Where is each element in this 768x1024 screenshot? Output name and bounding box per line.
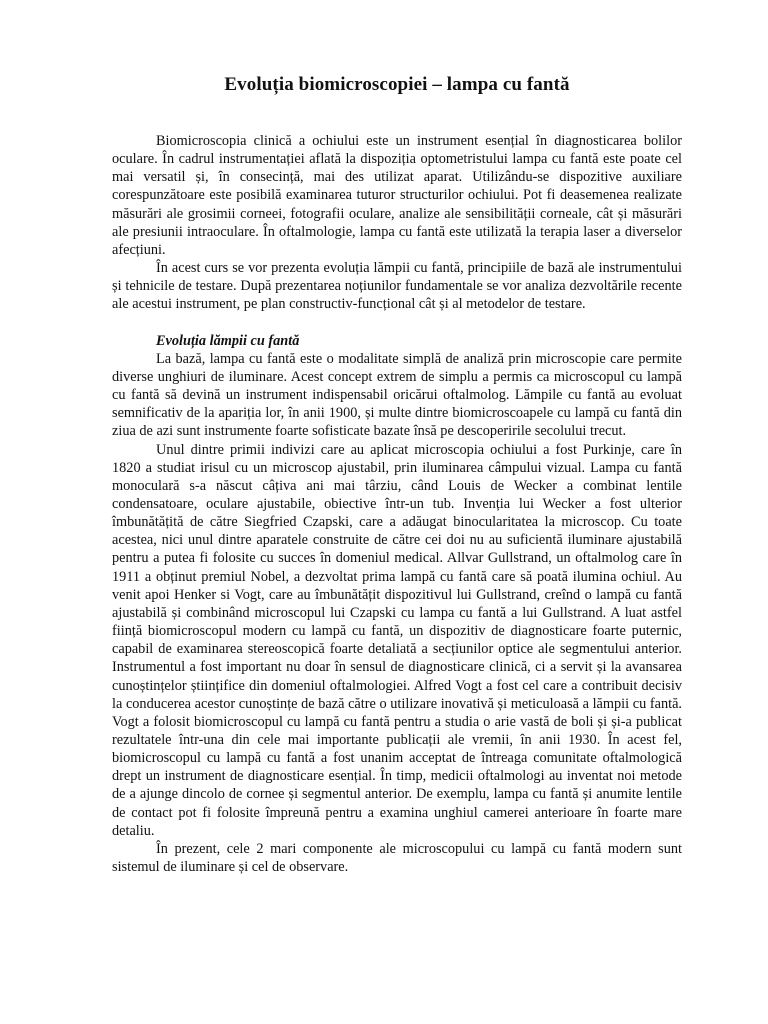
intro-paragraph-1: Biomicroscopia clinică a ochiului este un instrument esențial în diagnosticarea bolilor oculare. În cadrul instrumentației aflată la dispoziția optometristului lampa cu fantă este poate cel mai versatil și, în consecință, mai des utilizat aparat. Utilizându-se dispozitive auxiliare corespunzătoare este posibilă examinarea tuturor structurilor ochiului. Pot fi deasemenea realizate măsurări ale grosimii corneei, fotografii oculare, analize ale sensibilității corneale, cât și măsurări ale presiunii intraoculare. În oftalmologie, lampa cu fantă este utilizată la terapia laser a diverselor afecțiuni.: [112, 133, 682, 258]
section-paragraph-2: Unul dintre primii indivizi care au aplicat microscopia ochiului a fost Purkinje, care în 1820 a studiat irisul cu un microscop ajustabil, prin iluminarea câmpului vizual. Lampa cu fantă monoculară s-a născut câțiva ani mai târziu, când Louis de Wecker a combinat lentile condensatoare, oculare ajustabile, obiective într-un tub. Invenția lui Wecker a fost ulterior îmbunătățită de către Siegfried Czapski, care a adăugat binocularitatea la microscop. Cu toate acestea, nici unul dintre aparatele construite de către cei doi nu au suficientă iluminare ajustabilă pentru a putea fi folosite cu succes în domeniul medical. Allvar Gullstrand, un oftalmolog care în 1911 a obținut premiul Nobel, a dezvoltat prima lampă cu fantă care să poată ilumina ochiul. Au venit apoi Henker si Vogt, care au îmbunătățit dispozitivul lui Gullstrand, creînd o lampă cu fantă ajustabilă și combinând microscopul lui Czapski cu lampa cu fantă a lui Gullstrand. A luat astfel ființă biomicroscopul modern cu lampă cu fantă, un dispozitiv de diagnosticare foarte puternic, capabil de examinarea stereoscopică foarte detaliată a secțiunilor optice ale segmentului anterior. Instrumentul a fost important nu doar în sensul de diagnosticare clinică, ci a servit și la avansarea cunoștințelor științifice din domeniul oftalmologiei. Alfred Vogt a fost cel care a contribuit decisiv la conducerea acestor cunoștințe de bază către o utilizare inovativă și meticuloasă a lămpii cu fantă. Vogt a folosit biomicroscopul cu lampă cu fantă pentru a studia o arie vastă de boli și și-a publicat rezultatele într-una din cele mai importante publicații ale vremii, în anii 1930. În acest fel, biomicroscopul cu lampă cu fantă a fost unanim acceptat de întreaga comunitate oftalmologică drept un instrument de diagnosticare esențial. În timp, medicii oftalmologi au inventat noi metode de a ajunge dincolo de cornee și segmentul anterior. De exemplu, lampa cu fantă și anumite lentile de contact pot fi folosite împreună pentru a examina unghiul camerei anterioare în foarte mare detaliu.: [112, 441, 682, 839]
section-paragraph-1: La bază, lampa cu fantă este o modalitate simplă de analiză prin microscopie care permite diverse unghiuri de iluminare. Acest concept extrem de simplu a permis ca microscopul cu lampă cu fantă să devină un instrument indispensabil oricărui oftalmolog. Lămpile cu fantă au evoluat semnificativ de la apariția lor, în anii 1900, și multe dintre biomicroscoapele cu lampă cu fantă din ziua de azi sunt instrumente foarte sofisticate bazate însă pe descoperirile secolului trecut.: [112, 350, 682, 440]
section-paragraph-3: În prezent, cele 2 mari componente ale microscopului cu lampă cu fantă modern sunt sistemul de iluminare și cel de observare.: [112, 840, 682, 876]
section-heading: Evoluția lămpii cu fantă: [156, 332, 300, 349]
intro-paragraph-2: În acest curs se vor prezenta evoluția lămpii cu fantă, principiile de bază ale instrumentului și tehnicile de testare. După prezentarea noțiunilor fundamentale se vor analiza dezvoltările recente ale acestui instrument, pe plan constructiv-funcțional cât și al metodelor de testare.: [112, 260, 682, 313]
document-title: Evoluția biomicroscopiei – lampa cu fantă: [224, 74, 570, 95]
